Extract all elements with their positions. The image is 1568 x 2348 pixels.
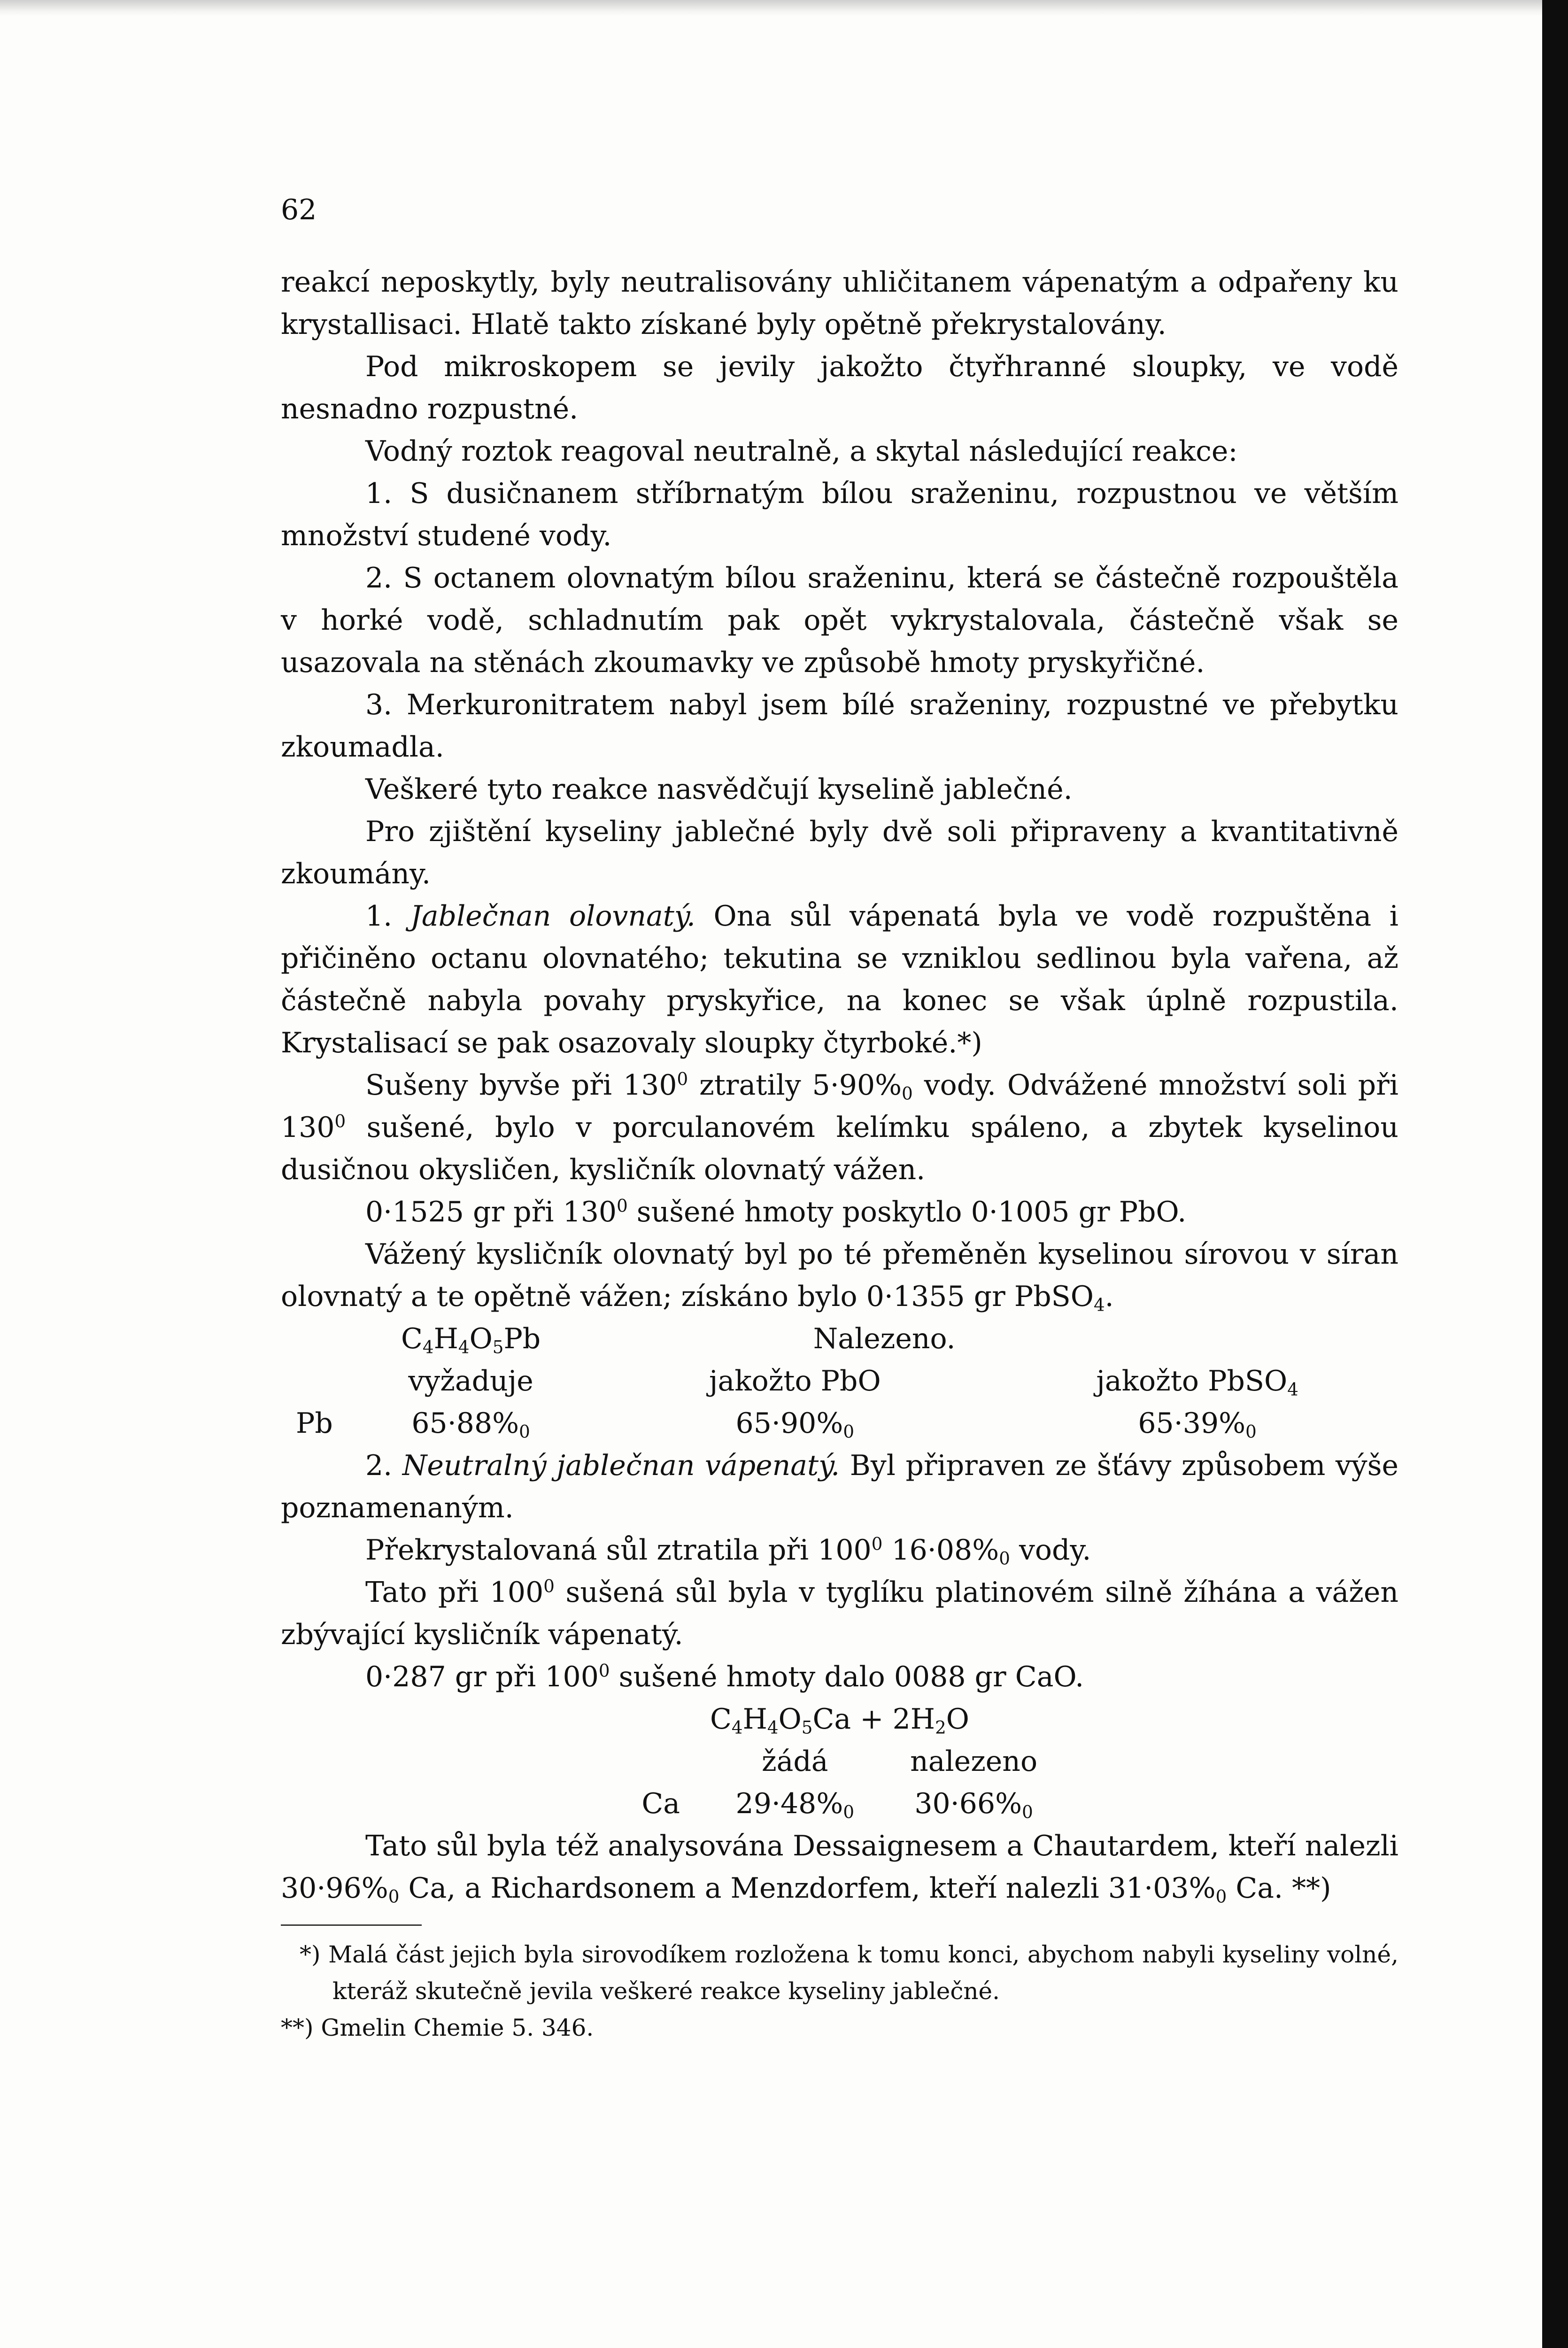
table-row <box>281 1402 1398 1444</box>
row-label: Ca <box>641 1787 680 1820</box>
footnote: **) Gmelin Chemie 5. 346. <box>281 2014 594 2041</box>
paragraph: 3. Merkuronitratem nabyl jsem bílé sraženiny, rozpustné ve přebytku zkoumadla. <box>281 688 1398 764</box>
paragraph: 1. S dusičnanem stříbrnatým bílou sraženinu, rozpustnou ve větším množství studené vody. <box>281 477 1398 552</box>
cell-found: $30\cdot 66\%_0$ <box>914 1787 1033 1823</box>
row-label: Pb <box>296 1407 333 1440</box>
paragraph-drying: Sušeny byvše při $130^0$ ztratily $5\cdot 90\%_0$ vody. Odvážené množství soli při $130^0$ sušené, bylo v porculanovém kelímku spáleno, a zbytek kyselinou dusičnou okysličen, kysličník olovnatý vážen. <box>281 1068 1398 1186</box>
section-title: Neutralný jablečnan vápenatý. <box>402 1449 840 1482</box>
paragraph-recryst: Překrystalovaná sůl ztratila při $100^0$ $16\cdot 08\%_0$ vody. <box>365 1533 1091 1569</box>
paragraph-cao: 0·287 gr při $100^0$ sušené hmoty dalo 0088 gr CaO. <box>365 1660 1084 1693</box>
paragraph: Pod mikroskopem se jevily jakožto čtyřhranné sloupky, ve vodě nesnadno rozpustné. <box>281 350 1398 425</box>
footnotes <box>281 1936 1398 2046</box>
calcium-analysis-table <box>281 1698 1398 1825</box>
section-title: Jablečnan olovnatý. <box>410 900 695 933</box>
found-header: Nalezeno. <box>813 1322 956 1355</box>
paragraph: Pro zjištění kyseliny jablečné byly dvě soli připraveny a kvantitativně zkoumány. <box>281 815 1398 890</box>
required-header: žádá <box>762 1745 828 1778</box>
formula-lead-malate: $C_4H_4O_5Pb$ <box>401 1322 541 1358</box>
paragraph: Vodný roztok reagoval neutralně, a skytal následující reakce: <box>365 435 1238 468</box>
paragraph: 2. S octanem olovnatým bílou sraženinu, která se částečně rozpouštěla v horké vodě, schladnutím pak opět vykrystalovala, částečně však se usazovala na stěnách zkoumavky ve způsobě hmoty pryskyřičné. <box>281 562 1398 679</box>
page-number: 62 <box>281 193 317 226</box>
section-calcium-malate <box>281 1444 1398 1529</box>
paragraph: Veškeré tyto reakce nasvědčují kyselině jablečné. <box>365 773 1073 806</box>
cell-required: $29\cdot 48\%_0$ <box>735 1787 855 1823</box>
section-number: 1. <box>365 900 393 933</box>
cell-pbso4: $65\cdot 39\%_0$ <box>1138 1407 1257 1442</box>
section-lead-acetate <box>281 895 1398 1064</box>
paragraph-ignite: Tato při $100^0$ sušená sůl byla v tyglíku platinovém silně žíhána a vážen zbývající kysličník vápenatý. <box>281 1576 1398 1651</box>
col-pbso4-header: jakožto PbSO$_4$ <box>1096 1365 1298 1400</box>
table-row <box>281 1318 1398 1360</box>
cell-pbo: $65\cdot 90\%_0$ <box>735 1407 855 1442</box>
formula-calcium-malate: $C_4H_4O_5Ca + 2H_2O$ <box>710 1703 969 1738</box>
scan-top-edge <box>0 0 1568 16</box>
scan-right-border <box>1542 0 1568 2348</box>
section-number: 2. <box>365 1449 393 1482</box>
cell-required: $65\cdot 88\%_0$ <box>411 1407 530 1442</box>
table-row <box>281 1783 1398 1825</box>
table-row <box>281 1360 1398 1402</box>
required-header: vyžaduje <box>408 1365 533 1398</box>
paragraph: reakcí neposkytly, byly neutralisovány uhličitanem vápenatým a odpařeny ku krystallisaci. Hlatě takto získané byly opětně překrystalovány. <box>281 266 1398 341</box>
footnote: *) Malá část jejich byla sirovodíkem rozložena k tomu konci, abychom nabyli kyseliny volné, kteráž skutečně jevila veškeré reakce kyseliny jablečné. <box>300 1941 1398 2005</box>
found-header: nalezeno <box>910 1745 1038 1778</box>
table-row <box>281 1698 1398 1740</box>
section-text: Ona sůl vápenatá byla ve vodě rozpuštěna i přičiněno octanu olovnatého; tekutina se vzniklou sedlinou byla vařena, až částečně nabyla povahy pryskyřice, na konec se však úplně rozpustila. Krystalisací se pak osazovaly sloupky čtyrboké.*) <box>281 900 1398 1059</box>
lead-analysis-table <box>281 1318 1398 1444</box>
table-row <box>281 1740 1398 1783</box>
col-pbo-header: jakožto PbO <box>709 1365 881 1398</box>
paragraph-weight: 0·1525 gr při $130^0$ sušené hmoty poskytlo 0·1005 gr PbO. <box>365 1195 1187 1228</box>
paragraph-analysed: Tato sůl byla též analysována Dessaignesem a Chautardem, kteří nalezli $30\cdot 96\%_0$ Ca, a Richardsonem a Menzdorfem, kteří nalezli $31\cdot 03\%_0$ Ca. **) <box>281 1830 1398 1907</box>
paragraph-sulfate: Vážený kysličník olovnatý byl po té přeměněn kyselinou sírovou v síran olovnatý a te opětně vážen; získáno bylo 0·1355 gr PbSO$_4$. <box>281 1238 1398 1315</box>
footnote-rule <box>281 1924 422 1926</box>
page-body <box>281 261 1398 2046</box>
section-text: Byl připraven ze šťávy způsobem výše poznamenaným. <box>281 1449 1398 1524</box>
